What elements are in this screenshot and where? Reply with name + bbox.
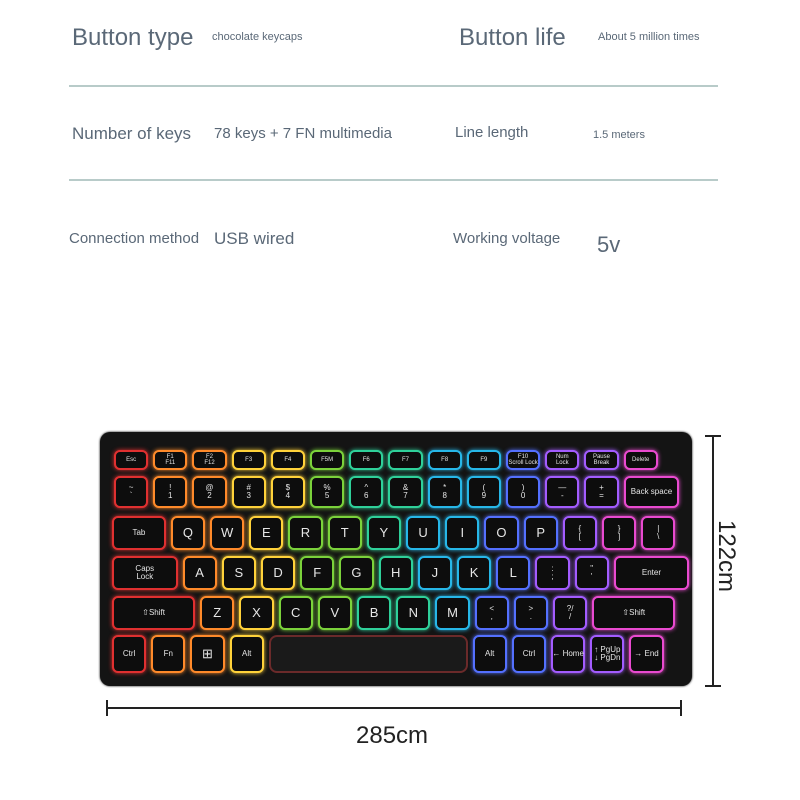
key: N xyxy=(396,596,430,630)
divider-1 xyxy=(69,85,718,87)
key: < , xyxy=(475,596,509,630)
key: * 8 xyxy=(428,476,462,508)
key: S xyxy=(222,556,256,590)
key: ⇧Shift xyxy=(112,596,195,630)
key: + = xyxy=(584,476,618,508)
button-life-label: Button life xyxy=(459,24,566,51)
key: Fn xyxy=(151,635,185,673)
width-dimension-tick-right xyxy=(680,700,682,716)
key: Caps Lock xyxy=(112,556,178,590)
keyboard-image xyxy=(100,432,692,686)
key: ~ ` xyxy=(114,476,148,508)
height-dimension-tick-bottom xyxy=(705,685,721,687)
key: V xyxy=(318,596,352,630)
key: ?/ / xyxy=(553,596,587,630)
key: D xyxy=(261,556,295,590)
key: ! 1 xyxy=(153,476,187,508)
key: F2 F12 xyxy=(192,450,226,470)
key: > . xyxy=(514,596,548,630)
key: M xyxy=(435,596,469,630)
key: F7 xyxy=(388,450,422,470)
width-dimension-line xyxy=(106,707,682,709)
key: B xyxy=(357,596,391,630)
key: G xyxy=(339,556,373,590)
key: { [ xyxy=(563,516,597,550)
key: # 3 xyxy=(232,476,266,508)
key: | \ xyxy=(641,516,675,550)
key: Q xyxy=(171,516,205,550)
height-dimension-tick-top xyxy=(705,435,721,437)
key: : ; xyxy=(535,556,569,590)
key: } ] xyxy=(602,516,636,550)
key: ) 0 xyxy=(506,476,540,508)
connection-label: Connection method xyxy=(69,230,200,247)
voltage-value: 5v xyxy=(597,232,621,257)
key: O xyxy=(484,516,518,550)
key: Esc xyxy=(114,450,148,470)
key: F6 xyxy=(349,450,383,470)
key: A xyxy=(183,556,217,590)
key: F1 F11 xyxy=(153,450,187,470)
key: U xyxy=(406,516,440,550)
key: → End xyxy=(629,635,663,673)
key: Back space xyxy=(624,476,680,508)
num-keys-value: 78 keys + 7 FN multimedia xyxy=(214,125,392,142)
key: ⇧Shift xyxy=(592,596,675,630)
divider-2 xyxy=(69,179,718,181)
voltage-label: Working voltage xyxy=(453,230,561,247)
key: Delete xyxy=(624,450,658,470)
key: ^ 6 xyxy=(349,476,383,508)
key: Num Lock xyxy=(545,450,579,470)
key: W xyxy=(210,516,244,550)
key: F xyxy=(300,556,334,590)
key: Y xyxy=(367,516,401,550)
key: L xyxy=(496,556,530,590)
button-type-label: Button type xyxy=(72,24,194,51)
key: F5M xyxy=(310,450,344,470)
key: H xyxy=(379,556,413,590)
height-dimension-label: 122cm xyxy=(713,520,740,593)
key: F8 xyxy=(428,450,462,470)
key: X xyxy=(239,596,273,630)
key: Alt xyxy=(230,635,264,673)
key: C xyxy=(279,596,313,630)
key: F10 Scroll Lock xyxy=(506,450,540,470)
key: T xyxy=(328,516,362,550)
width-dimension-label: 285cm xyxy=(356,722,429,749)
key: @ 2 xyxy=(192,476,226,508)
key: Z xyxy=(200,596,234,630)
key: Enter xyxy=(614,556,689,590)
key: " ' xyxy=(575,556,609,590)
key: — - xyxy=(545,476,579,508)
line-length-value: 1.5 meters xyxy=(593,129,645,141)
key: ⊞ xyxy=(190,635,224,673)
button-life-value: About 5 million times xyxy=(598,31,700,43)
key: I xyxy=(445,516,479,550)
key: F9 xyxy=(467,450,501,470)
key: P xyxy=(524,516,558,550)
key: F3 xyxy=(232,450,266,470)
key: K xyxy=(457,556,491,590)
key: E xyxy=(249,516,283,550)
key-space xyxy=(269,635,468,673)
key: % 5 xyxy=(310,476,344,508)
line-length-label: Line length xyxy=(455,124,529,141)
key: ↑ PgUp ↓ PgDn xyxy=(590,635,624,673)
button-type-value: chocolate keycaps xyxy=(212,31,303,43)
connection-value: USB wired xyxy=(214,229,295,248)
key: Ctrl xyxy=(112,635,146,673)
key: $ 4 xyxy=(271,476,305,508)
key: Ctrl xyxy=(512,635,546,673)
key: R xyxy=(288,516,322,550)
key: Pause Break xyxy=(584,450,618,470)
key: & 7 xyxy=(388,476,422,508)
num-keys-label: Number of keys xyxy=(72,124,192,143)
key: Alt xyxy=(473,635,507,673)
width-dimension-tick-left xyxy=(106,700,108,716)
key: ← Home xyxy=(551,635,585,673)
key: ( 9 xyxy=(467,476,501,508)
key: J xyxy=(418,556,452,590)
key: Tab xyxy=(112,516,166,550)
key: F4 xyxy=(271,450,305,470)
